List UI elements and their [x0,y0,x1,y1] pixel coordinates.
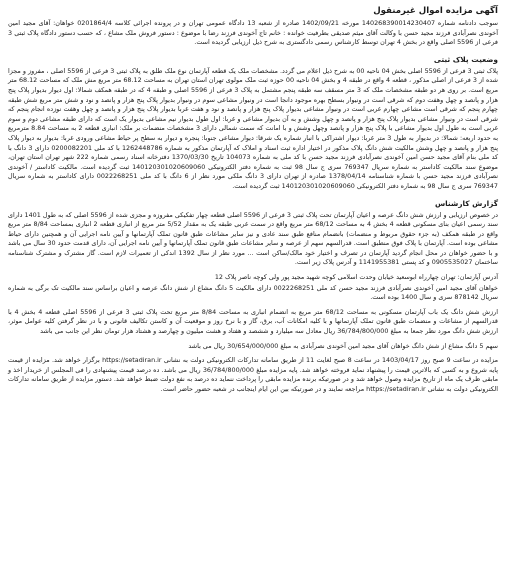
share-paragraph: سهم 5 دانگ مشاع از شش دانگ خواهان آقای مجید امین آخوندی نصرآبادی به مبلغ 30/654/000/000 ریال می باشد [188,341,498,350]
status-heading: وضعیت پلاک ثبتی [433,54,498,64]
address-paragraph: آدرس آپارتمان: تهران چهارراه ابوسعید خیابان وحدت اسلامی کوچه شهید مجید پور ولی کوچه ناصر پلاک 12 [214,273,498,282]
status-paragraph: پلاک ثبتی 3 فرعی از 5596 اصلی بخش 04 ناحیه 00 به شرح ذیل اعلام می گردد. مشخصات ملک یک قطعه آپارتمان نوع ملک طلق به پلاک ثبتی 3 فرعی از 5596 اصلی ، مفروز و مجزا شده از 3 فرعی از اصلی مذکور ، قطعه 4 واقع در طبقه 4 و بخش 04 ناحیه 00 حوزه ثبت ملک مولوی تهران استان تهران به مساحت 68.12 متر مربع مش ملک که مساحت 68.12 متر مربع است. بر روی هر دو طبقه مشخصات ملک که 3 متر مسقف سه طبقه پنجم مشتمل به پلاک 3 فرعی از 5596 اصلی و طبقه 4 که در طبقه همکف شمالا: اول دیوار بدیوار پلاک پنج هزار و پانصد و چهل وهفت دوم که شرقی است در ونیوار بسطح بهره موجود دانجا است در ونیوار مشاعی سوم در ونیوار بدیوار پلاک پنج هزار و پانصد و نود و شش متر مربع شش طبقه چهارم پنجم که شرقی است مشاعی چهارم غربی است در ونیوار مشاعی بدیوار پلاک پنج هزار و پانصد و نود و هفت غربا بدیوار پلاک پنج هزار و پانصد و چهل وهفت نوزده انجام پنجم که شرقی است در ونیوار مشاعی بدیوار پلاک پنج هزار و پانصد و چهل وشش و به آن بدیوار مشاعی و غربا: اول طول بدیوار نیم مشاعی بدیوار یک است که دارای طبقه مشاعی دوم و سوم غربی است به طول اول بدیوار مشاعی با پلاک پنج هزار و پانصد وچهل وشش و با امانت که سمت شمالی دارای 3 مشخصات منضمات بر ملک: انباری قطعه 2 به مساحت 8.84 مترمربع به حدود اربعه: شمالا: در بدیوار به طول 3 متر غربا: دیوار اشتراکی با انبار شماره یک شرقا: دیوار مشاعی جنوبا: پنجره و دیوار به سطح پر حیاط مشاعی ورودی غربا: بدیوار به دیوار پلاک پنج هزار و پانصد و چهل وشش مالکیت شش دانگ پلاک مذکور در اختیار اداره ثبت اسناد و املاک که آپارتمان مذکور به شماره 1262448786 با کد ملی 0200082201 دارای 3 دانگ با کد ملی بنام آقای مجید حسن امین آخوندی نصرآبادی فرزند مجید حسن با کد ملی به شماره 104073 تاریخ 1370/03/30 دفترخانه اسناد رسمی شماره 222 شهر تهران استان تهران، موضوع سند مالکیت کاداستر به شماره سریال 769347 سری ج سال 98 ثبت به شماره دفتر الکترونیکی 140120301020609060 ثبت گردیده است. مالکیت کاداستر / آخوندی نصرآبادی فرزند مجید حسن با شماره شناسنامه 1378/04/14 صادره از تهران دارای 3 دانگ ملکی مورد نظر از 6 دانگ با کد ملی 0022268251 دارای کاداستر به شماره سریال 769347 سری ج سال 98 به شماره دفتر الکترونیکی 140120301020609060 ثبت گردیده است. [8,66,499,190]
notice-intro: سوجب دادنامه شماره 140268390014230407 مورخه 1402/09/21 صادره از شعبه 13 دادگاه عمومی تهران و در پرونده اجرائی کلاسه 0201864/4 خواهان: آقای مجید امین آخوندی نصرآبادی فرزند مجید حسن با وکالت آقای میثم صدیقی بطرفیت خوانده : خانم تاج آخوندی فرزند رضا با موضوع : دستور فروش ملک مشاع ، که حسب دستور دادگاه پلاک ثبتی 3 فرعی از 5596 اصلی واقع در بخش 4 تهران توسط کارشناس رسمی دادگستری به شرح ذیل ارزیابی گردیده است. [8,19,498,47]
closing-paragraph: مزایده در ساعت 9 صبح روز 1403/04/17 در ساعت 8 صبح لغایت 11 از طریق سامانه تدارکات الکترونیکی دولت به نشانی https://setadiran.ir برگزار خواهد شد. مزایده از قیمت پایه شروع و به کسی که بالاترین قیمت را پیشنهاد نماید فروخته خواهد شد. پایه مزایده مبلغ 36/784/800/000 ریال می باشد. ده درصد قیمت پیشنهادی را فی المجلس از خریدار اخذ و مابقی ظرف یک ماه از تاریخ مزایده وصول خواهد شد و در صورتیکه برنده مزایده مابقی را پرداخت ننماید ده درصد به نفع دولت ضبط خواهد شد. دستور مزایده از طریق سامانه تدارکات الکترونیکی دولت به نشانی https://setadiran.ir مراجعه نمایند و در صورتیکه بین این ایام اینجانب در شعبه حضور حاضر است. [8,356,498,393]
valuation-paragraph: ارزش شش دانگ یک باب آپارتمان مسکونی به مساحت 68/12 متر مربع به انضمام انباری به مساحت 8/84 متر مربع تحت پلاک ثبتی 3 فرعی از 5596 اصلی قطعه 4 بخش 4 با قدرالسهم از مشاعات و منضمات طبق قانون تملک آپارتمانها و با کلیه امکانات آب، برق، گاز و با نرخ روز و موقعیت آن و کاستن تکالیف قانونی و با در نظر گرفتن کلیه عوامل موثر، ارزش شش دانگ مورد نظر جمعا به مبلغ 36/784/800/000 ریال معادل سه میلیارد و ششصد و هفتاد و هشت میلیون و چهارصد و هشتاد هزار تومان نظر این جانب می باشد [8,307,498,336]
expert-report-heading: گزارش کارشناس [434,198,498,208]
expert-report-paragraph: در خصوص ارزیابی و ارزش شش دانگ عرصه و اعیان آپارتمان تحت پلاک ثبتی 3 فرعی از 5596 اصلی قطعه چهار تفکیکی مفروزه و مجزی شده از 5596 اصلی که به طول 1401 دارای سند رسمی اعیان بنای مسکونی قطعه 4 بخش 4 به مساحت 68/12 متر مربع واقع در سمت غربی طبقه یک به مقدار 5/52 متر مربع از انباری قطعه 2 انباری بمساحت 8/84 متر مربع واقع در طبقه همکف (به جزء حقوق مربوط و منضمات) بانضمام منافع طبق سند عادی و نیز سایر مشاعات طبق قانون تملک آپارتمانها و آیین نامه اجرایی آن و همچنین دارای حیاط مشاعی بوده است. آپارتمان با پلاک فوق منطبق است. قدرالسهم سهم از عرصه و سایر مشاعات طبق قانون تملک آپارتمانها و آیین نامه اجرایی آن، دارای قدمت حدود 30 سال می باشد و با حضور خواهان در محل انجام گردید آپارتمان در تصرف و اختیار خود مالک/ساکن است ... مورد نظر از سال 1392 اندکی از تعمیرات لازم است. گاز مشترک و مشترک شناسنامه ساختمان 0905535027 و کد پستی 1141955381 و آدرس پلاک زیر است. [8,210,499,267]
notice-title: آگهی مزایده اموال غیرمنقول [373,6,498,16]
ownership-paragraph: خواهان آقای مجید امین آخوندی نصرآبادی فرزند مجید حسن کد ملی 0022268251 دارای مالکیت 5 دانگ مشاع از شش دانگ عرصه و اعیان براساس سند مالکیت تک برگی به شماره سریال 878142 سری و سال 1400 بوده است. [8,283,498,302]
